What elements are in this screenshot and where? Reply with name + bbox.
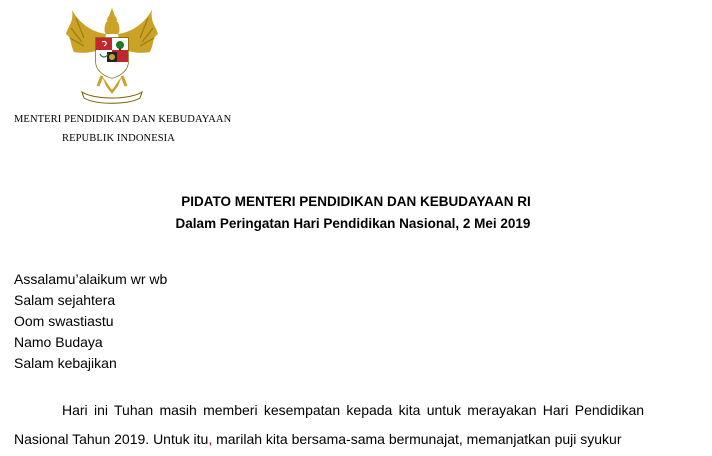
republic-heading: REPUBLIK INDONESIA (62, 133, 175, 144)
greeting-line: Assalamu’alaikum wr wb (14, 271, 168, 287)
highlighted-comma: , (208, 431, 213, 447)
greeting-line: Salam sejahtera (14, 292, 116, 308)
body-text-segment: Nasional Tahun 2019. Untuk itu (14, 431, 209, 447)
body-paragraph-line: Hari ini Tuhan masih memberi kesempatan kepada kita untuk merayakan Hari Pendidikan (62, 402, 645, 418)
ministry-heading: MENTERI PENDIDIKAN DAN KEBUDAYAAN (14, 114, 232, 125)
garuda-emblem-icon (62, 4, 162, 108)
speech-title: PIDATO MENTERI PENDIDIKAN DAN KEBUDAYAAN RI (181, 194, 531, 209)
greeting-line: Salam kebajikan (14, 355, 117, 371)
body-text-segment: marilah kita bersama-sama bermunajat, memanjatkan puji syukur (212, 431, 622, 447)
body-paragraph-line (14, 431, 704, 447)
greeting-line: Oom swastiastu (14, 313, 114, 329)
speech-subtitle: Dalam Peringatan Hari Pendidikan Nasional, 2 Mei 2019 (175, 216, 531, 231)
greeting-line: Namo Budaya (14, 334, 103, 350)
